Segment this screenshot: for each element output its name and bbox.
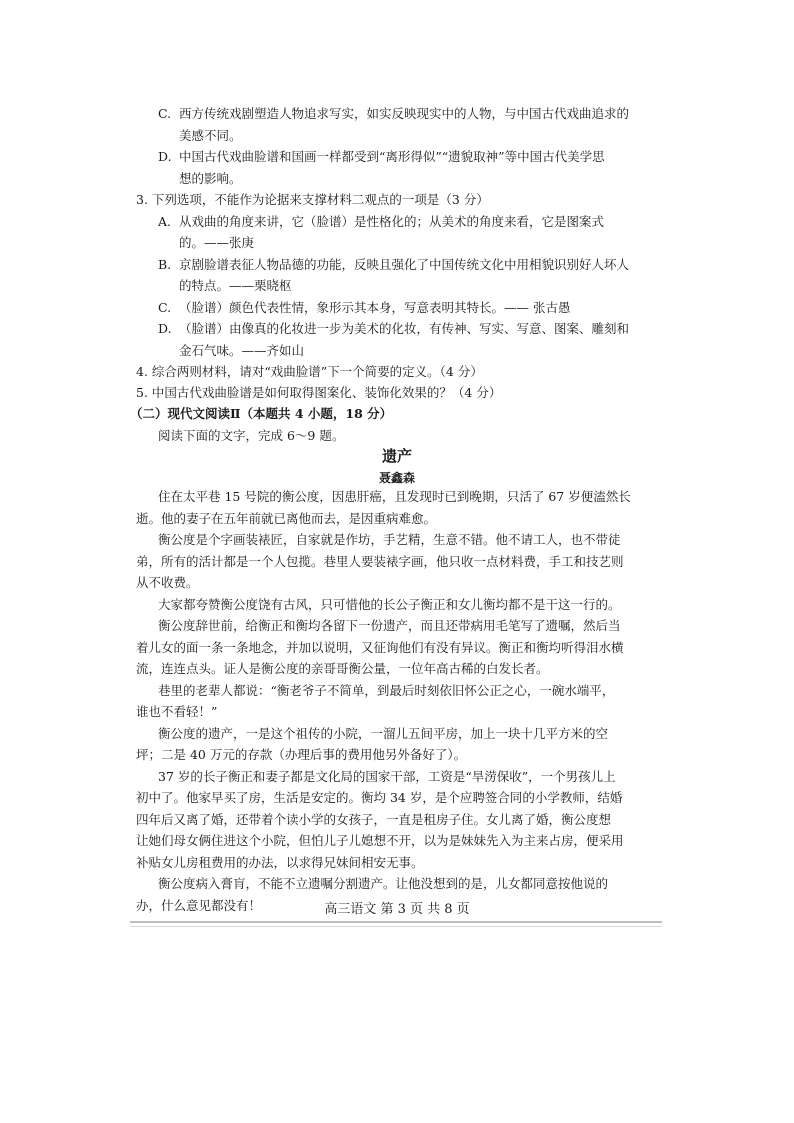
p7-line2: 初中了。他家早买了房，生活是安定的。衡均 34 岁，是个应聘签合同的小学教师，结婚: [136, 790, 623, 805]
q3-option-b-line2: 的特点。——栗晓枢: [179, 278, 292, 293]
p2-line1: 衡公度是个字画装裱匠，自家就是作坊，手艺精，生意不错。他不请工人，也不带徒: [158, 532, 621, 547]
p7-line4: 让她们母女俩住进这个小院，但怕儿子儿媳想不开，以为是妹妹先入为主来占房，便采用: [136, 833, 624, 848]
q3-option-d-line1: （脸谱）由像真的化妆进一步为美术的化妆，有传神、写实、写意、图案、雕刻和: [179, 321, 630, 336]
q3-option-d-label: D.: [158, 321, 172, 336]
q3-option-b-line1: 京剧脸谱表征人物品德的功能，反映且强化了中国传统文化中用相貌识别好人坏人: [179, 257, 630, 272]
footer-divider: [130, 921, 662, 923]
q2-option-d-line2: 想的影响。: [179, 171, 242, 186]
q2-option-d-line1: 中国古代戏曲脸谱和国画一样都受到“离形得似”“遗貌取神”等中国古代美学思: [179, 149, 605, 164]
p7-line1: 37 岁的长子衡正和妻子都是文化局的国家干部，工资是“旱涝保收”，一个男孩儿上: [158, 769, 616, 784]
p2-line2: 弟，所有的活计都是一个人包揽。巷里人要装裱字画，他只收一点材料费，手工和技艺则: [136, 554, 624, 569]
p1-line1: 住在太平巷 15 号院的衡公度，因患肝癌，且发现时已到晚期，只活了 67 岁便溘然长: [158, 489, 631, 504]
p7-line5: 补贴女儿房租费用的办法，以求得兄妹间相安无事。: [136, 855, 424, 870]
q2-option-c-line1: 西方传统戏剧塑造人物追求写实，如实反映现实中的人物，与中国古代戏曲追求的: [179, 106, 630, 121]
p1-line2: 逝。他的妻子在五年前就已离他而去，是因重病难愈。: [136, 511, 437, 526]
q3-option-b-label: B.: [158, 257, 172, 272]
q3-stem: 3. 下列选项，不能作为论据来支撑材料二观点的一项是（3 分）: [136, 192, 489, 207]
q2-option-c-label: C.: [158, 106, 172, 121]
q3-option-c-line1: （脸谱）颜色代表性情，象形示其本身，写意表明其特长。—— 张古愚: [179, 300, 571, 315]
p8-line1: 衡公度病入膏肓，不能不立遗嘱分割遗产。让他没想到的是，儿女都同意按他说的: [158, 876, 609, 891]
p6-line2: 坪；二是 40 万元的存款（办理后事的费用他另外备好了）。: [136, 747, 467, 762]
p8-line2: 办，什么意见都没有！: [136, 898, 262, 913]
section-instruction: 阅读下面的文字，完成 6～9 题。: [158, 428, 345, 443]
p5-line2: 谁也不看轻！”: [136, 704, 218, 719]
q5-stem: 5. 中国古代戏曲脸谱是如何取得图案化、装饰化效果的？（4 分）: [136, 385, 502, 400]
q2-option-c-line2: 美感不同。: [179, 128, 242, 143]
q2-option-d-label: D.: [158, 149, 172, 164]
p4-line3: 流，连连点头。证人是衡公度的亲哥哥衡公量，一位年高古稀的白发长者。: [136, 661, 549, 676]
section-header: （二）现代文阅读Ⅱ（本题共 4 小题，18 分）: [130, 406, 393, 421]
q3-option-c-label: C.: [158, 300, 172, 315]
p6-line1: 衡公度的遗产，一是这个祖传的小院，一溜儿五间平房，加上一块十几平方米的空: [158, 726, 609, 741]
q3-option-a-line1: 从戏曲的角度来讲，它（脸谱）是性格化的；从美术的角度来看，它是图案式: [179, 214, 605, 229]
article-author: 聂鑫森: [378, 471, 415, 485]
q3-option-a-label: A.: [158, 214, 172, 229]
p4-line1: 衡公度辞世前，给衡正和衡均各留下一份遗产，而且还带病用毛笔写了遗嘱，然后当: [158, 618, 621, 633]
p2-line3: 从不收费。: [136, 575, 199, 590]
p4-line2: 着儿女的面一条一条地念，并加以说明，又征询他们有没有异议。衡正和衡均听得泪水横: [136, 640, 624, 655]
q4-stem: 4. 综合两则材料，请对“戏曲脸谱”下一个简要的定义。（4 分）: [136, 364, 483, 379]
p5-line1: 巷里的老辈人都说：“衡老爷子不简单，到最后时刻依旧怀公正之心，一碗水端平，: [158, 683, 615, 698]
q3-option-a-line2: 的。——张庚: [179, 235, 255, 250]
q3-option-d-line2: 金石气味。——齐如山: [179, 343, 305, 358]
footer-divider-shadow: [130, 926, 662, 927]
article-title: 遗产: [381, 447, 412, 465]
p3-line1: 大家都夸赞衡公度饶有古风，只可惜他的长公子衡正和女儿衡均都不是干这一行的。: [158, 597, 621, 612]
p7-line3: 四年后又离了婚，还带着个读小学的女孩子，一直是租房子住。女儿离了婚，衡公度想: [136, 812, 612, 827]
page-footer: 高三语文 第 3 页 共 8 页: [324, 902, 470, 917]
